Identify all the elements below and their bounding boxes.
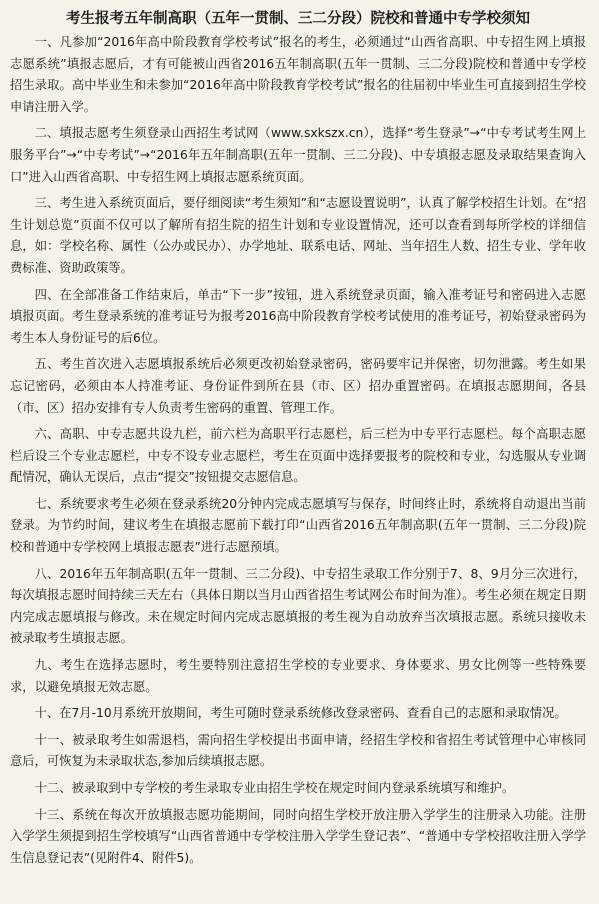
paragraph-5: 五、考生首次进入志愿填报系统后必须更改初始登录密码，密码要牢记并保密，切勿泄露。考生如果忘记密码，必须由本人持准考证、身份证件到所在县（市、区）招办重置密码。在填报志愿期间，各县（市、区）招办安排有专人负责考生密码的重置、管理工作。	[10, 357, 586, 415]
paragraph-6: 六、高职、中专志愿共设九栏，前六栏为高职平行志愿栏，后三栏为中专平行志愿栏。每个高职志愿栏后设三个专业志愿栏，中专不设专业志愿栏，考生在页面中选择要报考的院校和专业，勾选服从专业调配情况，确认无误后，点击“提交”按钮提交志愿信息。	[10, 427, 586, 485]
paragraph-11: 十一、被录取考生如需退档，需向招生学校提出书面申请，经招生学校和省招生考试管理中心审核同意后，可恢复为未录取状态,参加后续填报志愿。	[10, 732, 586, 769]
paragraph-2: 二、填报志愿考生须登录山西招生考试网（www.sxkszx.cn），选择“考生登录”→“中专考试考生网上服务平台”→“中专考试”→“2016年五年制高职(五年一贯制、三二分段)、中专填报志愿及录取结果查询入口”进入山西省高职、中专招生网上填报志愿系统页面。	[10, 126, 586, 184]
paragraph-12: 十二、被录取到中专学校的考生录取专业由招生学校在规定时间内登录系统填写和维护。	[34, 781, 515, 795]
paragraph-10: 十、在7月-10月系统开放期间，考生可随时登录系统修改登录密码、查看自己的志愿和录取情况。	[34, 706, 567, 721]
paragraph-9: 九、考生在选择志愿时，考生要特别注意招生学校的专业要求、身体要求、男女比例等一些特殊要求，以避免填报无效志愿。	[10, 658, 586, 694]
document-body	[10, 32, 586, 869]
paragraph-1: 一、凡参加“2016年高中阶段教育学校考试”报名的考生，必须通过“山西省高职、中专招生网上填报志愿系统”填报志愿后，才有可能被山西省2016五年制高职(五年一贯制、三二分段)院校和普通中专学校招生录取。高中毕业生和未参加“2016年高中阶段教育学校考试”报名的往届初中毕业生可直接到招生学校申请注册入学。	[10, 35, 586, 114]
paragraph-7: 七、系统要求考生必须在登录系统20分钟内完成志愿填写与保存，时间终止时，系统将自动退出当前登录。为节约时间，建议考生在填报志愿前下载打印“山西省2016五年制高职(五年一贯制、三二分段)院校和普通中专学校网上填报志愿表”进行志愿预填。	[10, 496, 586, 555]
paragraph-8: 八、2016年五年制高职(五年一贯制、三二分段)、中专招生录取工作分别于7、8、9月分三次进行，每次填报志愿时间持续三天左右（具体日期以当月山西省招生考试网公布时间为准）。考生必须在规定日期内完成志愿填报与修改。未在规定时间内完成志愿填报的考生视为自动放弃当次填报志愿。系统只接收未被录取考生填报志愿。	[10, 566, 586, 646]
document-title: 考生报考五年制高职（五年一贯制、三二分段）院校和普通中专学校须知	[66, 11, 530, 27]
paragraph-13: 十三、系统在每次开放填报志愿功能期间，同时向招生学校开放注册入学学生的注册录入功能。注册入学学生须提到招生学校填写“山西省普通中专学校注册入学学生登记表”、“普通中专学校招收注册入学学生信息登记表”(见附件4、附件5)。	[10, 807, 586, 865]
paragraph-3: 三、考生进入系统页面后，要仔细阅读“考生须知”和“志愿设置说明”，认真了解学校招生计划。在“招生计划总览”页面不仅可以了解所有招生院的招生计划和专业设置情况，还可以查看到每所学校的详细信息，如：学校名称、属性（公办或民办）、办学地址、联系电话、网址、当年招生人数、招生专业、学年收费标准、资助政策等。	[10, 196, 586, 275]
paragraph-4: 四、在全部准备工作结束后，单击“下一步”按钮，进入系统登录页面，输入准考证号和密码进入志愿填报页面。考生登录系统的准考证号为报考2016高中阶段教育学校考试使用的准考证号，初始登录密码为考生本人身份证号的后6位。	[10, 287, 586, 345]
